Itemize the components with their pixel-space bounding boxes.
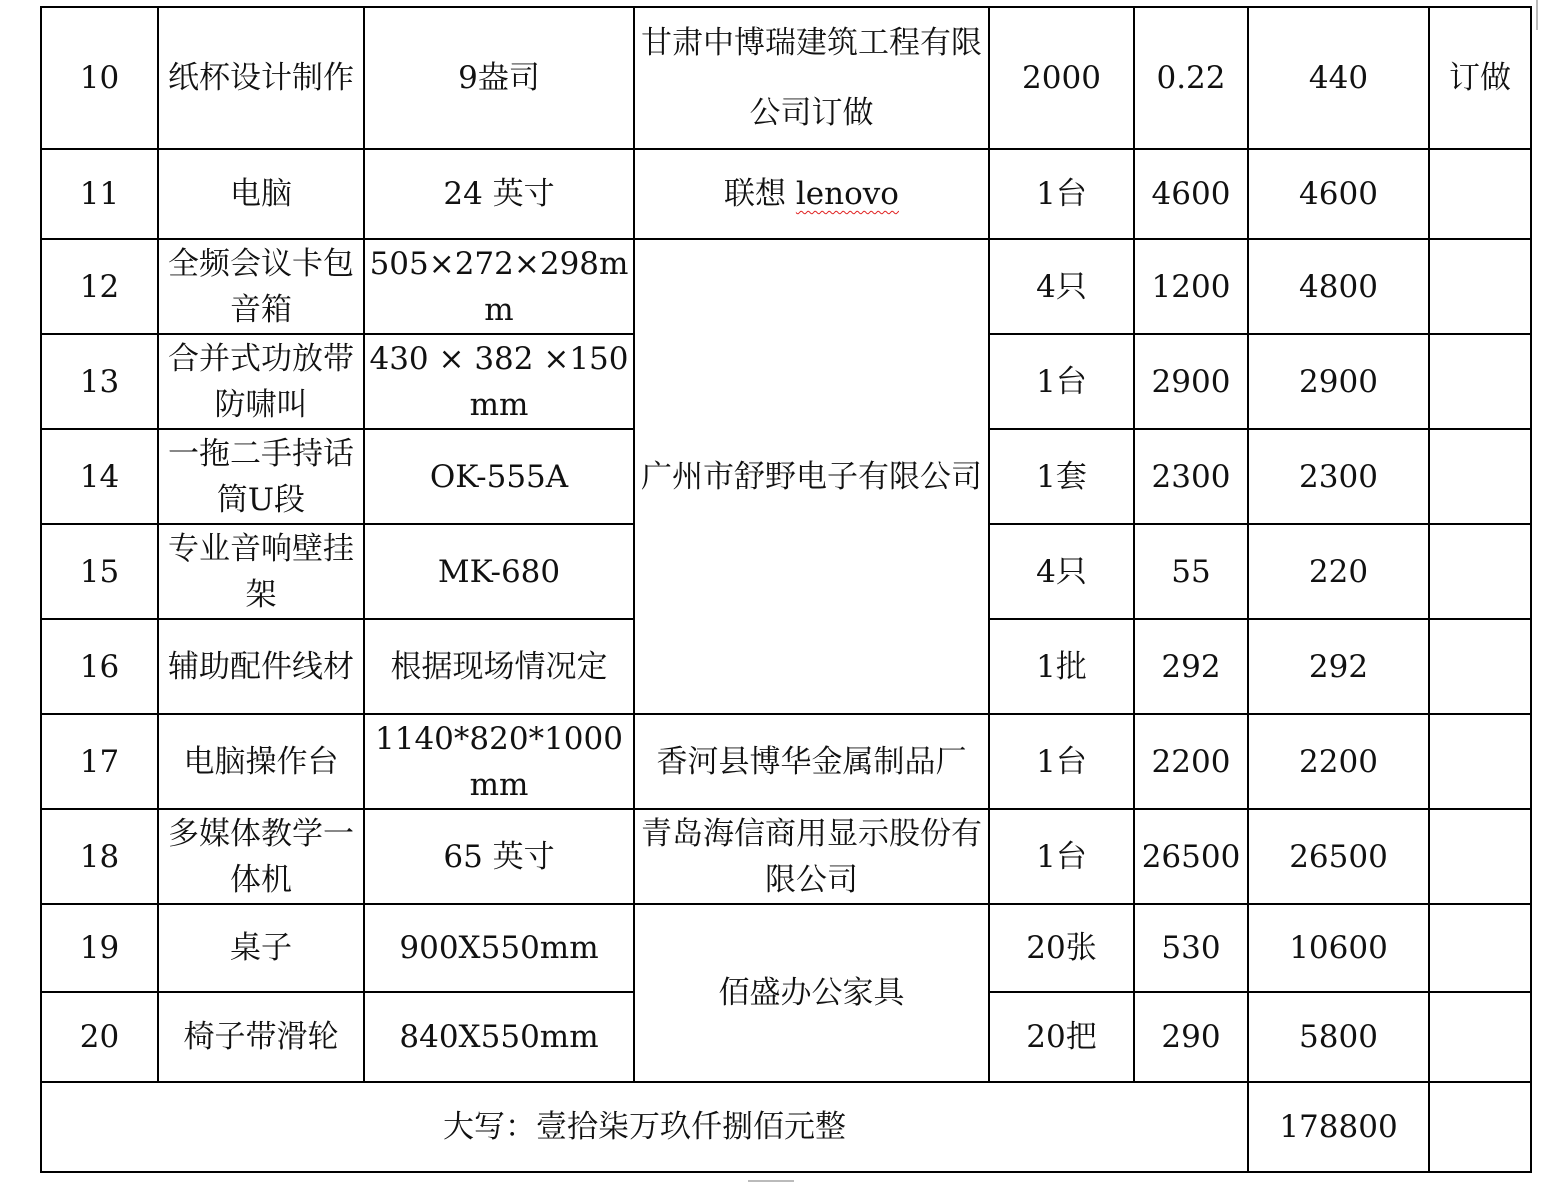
cell-name: 专业音响壁挂架 — [158, 524, 364, 619]
cell-amount: 5800 — [1248, 992, 1429, 1082]
cell-note — [1429, 904, 1531, 992]
cell-note — [1429, 239, 1531, 334]
cell-no: 12 — [41, 239, 158, 334]
table-row — [41, 239, 1531, 334]
cell-price: 1200 — [1134, 239, 1248, 334]
cell-no: 18 — [41, 809, 158, 904]
cell-qty: 20把 — [989, 992, 1134, 1082]
cell-price: 290 — [1134, 992, 1248, 1082]
cell-supplier — [634, 7, 989, 149]
cell-no: 11 — [41, 149, 158, 239]
table-row — [41, 809, 1531, 904]
cell-no: 20 — [41, 992, 158, 1082]
cell-name: 全频会议卡包音箱 — [158, 239, 364, 334]
cell-note — [1429, 429, 1531, 524]
cell-qty: 1台 — [989, 714, 1134, 809]
cell-note — [1429, 524, 1531, 619]
supplier-text: 甘肃中博瑞建筑工程有限公司订做 — [641, 25, 982, 131]
cell-note — [1429, 619, 1531, 714]
cell-no: 16 — [41, 619, 158, 714]
table-row — [41, 714, 1531, 809]
cell-supplier-merged: 广州市舒野电子有限公司 — [634, 239, 989, 714]
cell-no: 14 — [41, 429, 158, 524]
cell-no: 10 — [41, 7, 158, 149]
cell-price: 26500 — [1134, 809, 1248, 904]
total-amount: 178800 — [1248, 1082, 1429, 1172]
cell-price: 55 — [1134, 524, 1248, 619]
supplier-prefix: 联想 — [724, 176, 796, 212]
table-row — [41, 904, 1531, 992]
cell-spec: MK-680 — [364, 524, 634, 619]
cell-spec: 900X550mm — [364, 904, 634, 992]
cell-name: 一拖二手持话筒U段 — [158, 429, 364, 524]
cell-qty: 4只 — [989, 524, 1134, 619]
cell-qty: 2000 — [989, 7, 1134, 149]
cell-amount: 26500 — [1248, 809, 1429, 904]
total-row — [41, 1082, 1531, 1172]
cell-amount: 440 — [1248, 7, 1429, 149]
cell-spec: OK-555A — [364, 429, 634, 524]
total-in-words: 大写：壹拾柒万玖仟捌佰元整 — [41, 1082, 1248, 1172]
cell-note — [1429, 334, 1531, 429]
cell-note — [1429, 809, 1531, 904]
cell-name: 电脑 — [158, 149, 364, 239]
cell-name: 多媒体教学一体机 — [158, 809, 364, 904]
cell-price: 0.22 — [1134, 7, 1248, 149]
cell-price: 292 — [1134, 619, 1248, 714]
cell-amount: 2200 — [1248, 714, 1429, 809]
page-edge-mark — [748, 1180, 794, 1182]
cell-name: 合并式功放带防啸叫 — [158, 334, 364, 429]
cell-amount: 2300 — [1248, 429, 1429, 524]
cell-price: 2200 — [1134, 714, 1248, 809]
cell-name: 椅子带滑轮 — [158, 992, 364, 1082]
page-edge-mark — [1536, 0, 1538, 30]
cell-qty: 1台 — [989, 809, 1134, 904]
cell-spec: 505×272×298mm — [364, 239, 634, 334]
cell-price: 4600 — [1134, 149, 1248, 239]
cell-supplier: 香河县博华金属制品厂 — [634, 714, 989, 809]
cell-spec: 24 英寸 — [364, 149, 634, 239]
cell-spec: 430 × 382 ×150mm — [364, 334, 634, 429]
cell-qty: 1套 — [989, 429, 1134, 524]
cell-price: 2300 — [1134, 429, 1248, 524]
cell-supplier: 青岛海信商用显示股份有限公司 — [634, 809, 989, 904]
cell-name: 辅助配件线材 — [158, 619, 364, 714]
cell-no: 19 — [41, 904, 158, 992]
cell-amount: 292 — [1248, 619, 1429, 714]
cell-no: 17 — [41, 714, 158, 809]
cell-note — [1429, 992, 1531, 1082]
cell-amount: 4800 — [1248, 239, 1429, 334]
item-table — [40, 6, 1532, 1173]
cell-spec: 65 英寸 — [364, 809, 634, 904]
cell-amount: 4600 — [1248, 149, 1429, 239]
cell-amount: 220 — [1248, 524, 1429, 619]
table-row — [41, 7, 1531, 149]
cell-supplier — [634, 149, 989, 239]
cell-name: 桌子 — [158, 904, 364, 992]
cell-qty: 1台 — [989, 334, 1134, 429]
cell-amount: 2900 — [1248, 334, 1429, 429]
cell-note: 订做 — [1429, 7, 1531, 149]
cell-price: 530 — [1134, 904, 1248, 992]
cell-supplier-merged: 佰盛办公家具 — [634, 904, 989, 1082]
cell-name: 纸杯设计制作 — [158, 7, 364, 149]
cell-no: 15 — [41, 524, 158, 619]
cell-qty: 1批 — [989, 619, 1134, 714]
table-row — [41, 149, 1531, 239]
total-note — [1429, 1082, 1531, 1172]
cell-no: 13 — [41, 334, 158, 429]
cell-name: 电脑操作台 — [158, 714, 364, 809]
cell-note — [1429, 714, 1531, 809]
supplier-brand: lenovo — [795, 176, 899, 212]
cell-qty: 20张 — [989, 904, 1134, 992]
cell-spec: 9盎司 — [364, 7, 634, 149]
cell-note — [1429, 149, 1531, 239]
cell-spec: 1140*820*1000mm — [364, 714, 634, 809]
cell-amount: 10600 — [1248, 904, 1429, 992]
cell-qty: 4只 — [989, 239, 1134, 334]
cell-spec: 840X550mm — [364, 992, 634, 1082]
cell-qty: 1台 — [989, 149, 1134, 239]
cell-spec: 根据现场情况定 — [364, 619, 634, 714]
cell-price: 2900 — [1134, 334, 1248, 429]
